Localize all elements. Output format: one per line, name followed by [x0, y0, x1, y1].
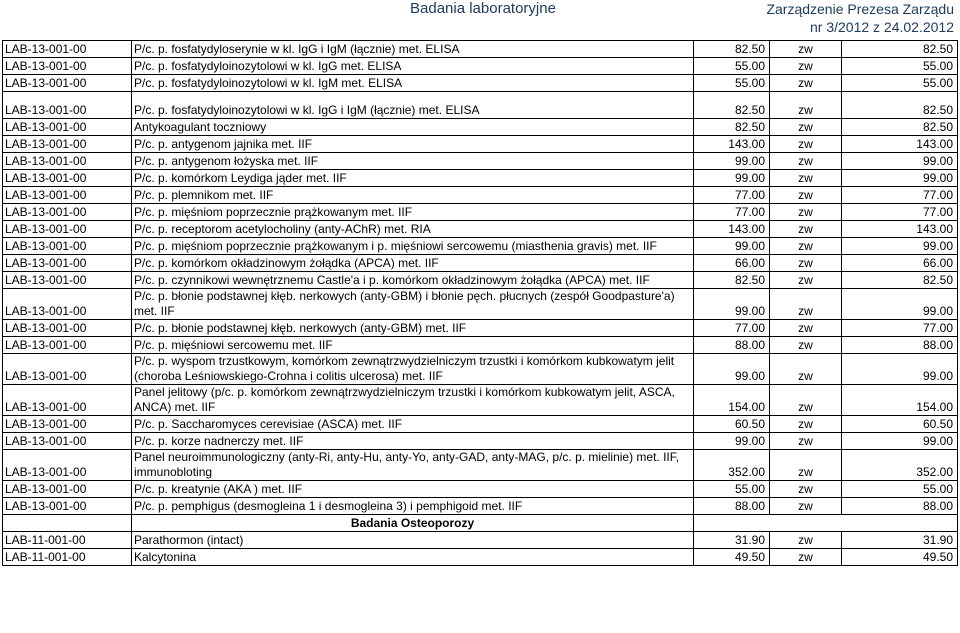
price-cell: 77.00: [694, 320, 770, 337]
code-cell: LAB-13-001-00: [3, 289, 132, 320]
test-name-cell: P/c. p. receptorom acetylocholiny (anty-AChR) met. RIA: [132, 221, 694, 238]
header-title: Badania laboratoryjne: [410, 0, 556, 17]
total-cell: 82.50: [842, 41, 958, 58]
test-name-cell: P/c. p. błonie podstawnej kłęb. nerkowych (anty-GBM) i błonie pęch. płucnych (zespół Goodpasture'a) met. IIF: [132, 289, 694, 320]
code-cell: LAB-13-001-00: [3, 385, 132, 416]
code-cell: LAB-13-001-00: [3, 136, 132, 153]
test-name-cell: P/c. p. korze nadnerczy met. IIF: [132, 433, 694, 450]
code-cell: LAB-13-001-00: [3, 221, 132, 238]
table-row: [3, 498, 958, 515]
code-cell: LAB-13-001-00: [3, 498, 132, 515]
total-cell: 77.00: [842, 320, 958, 337]
table-row: [3, 187, 958, 204]
total-cell: 55.00: [842, 75, 958, 92]
test-name-cell: P/c. p. fosfatydyloinozytolowi w kl. IgG i IgM (łącznie) met. ELISA: [132, 92, 694, 119]
test-name-cell: Kalcytonina: [132, 549, 694, 566]
test-name-cell: P/c. p. wyspom trzustkowym, komórkom zewnątrzwydzielniczym trzustki i komórkom kubkowatym jelit (choroba Leśniowskiego-Crohna i colitis ulcerosa) met. IIF: [132, 354, 694, 385]
test-name-cell: P/c. p. mięśniom poprzecznie prążkowanym met. IIF: [132, 204, 694, 221]
vat-cell: zw: [770, 255, 842, 272]
code-cell: LAB-13-001-00: [3, 255, 132, 272]
test-name-cell: P/c. p. antygenom łożyska met. IIF: [132, 153, 694, 170]
code-cell: LAB-13-001-00: [3, 450, 132, 481]
price-table: [2, 40, 958, 566]
total-cell: 82.50: [842, 119, 958, 136]
price-cell: 60.50: [694, 416, 770, 433]
price-cell: 352.00: [694, 450, 770, 481]
code-cell: LAB-13-001-00: [3, 187, 132, 204]
test-name-cell: P/c. p. fosfatydyloinozytolowi w kl. IgM met. ELISA: [132, 75, 694, 92]
table-row: [3, 221, 958, 238]
price-cell: 88.00: [694, 337, 770, 354]
table-row: [3, 92, 958, 119]
total-cell: 55.00: [842, 58, 958, 75]
table-row: [3, 255, 958, 272]
empty-cell: [3, 515, 132, 532]
code-cell: LAB-13-001-00: [3, 272, 132, 289]
code-cell: LAB-13-001-00: [3, 416, 132, 433]
code-cell: LAB-13-001-00: [3, 75, 132, 92]
price-cell: 49.50: [694, 549, 770, 566]
price-cell: 82.50: [694, 92, 770, 119]
test-name-cell: Parathormon (intact): [132, 532, 694, 549]
table-row: [3, 450, 958, 481]
code-cell: LAB-13-001-00: [3, 58, 132, 75]
price-cell: 99.00: [694, 170, 770, 187]
price-cell: 55.00: [694, 481, 770, 498]
test-name-cell: P/c. p. błonie podstawnej kłęb. nerkowych (anty-GBM) met. IIF: [132, 320, 694, 337]
test-name-cell: P/c. p. mięśniowi sercowemu met. IIF: [132, 337, 694, 354]
header-regulation-line2: nr 3/2012 z 24.02.2012: [809, 19, 954, 35]
test-name-cell: P/c. p. Saccharomyces cerevisiae (ASCA) met. IIF: [132, 416, 694, 433]
test-name-cell: P/c. p. komórkom okładzinowym żołądka (APCA) met. IIF: [132, 255, 694, 272]
price-cell: 99.00: [694, 354, 770, 385]
table-row: [3, 337, 958, 354]
code-cell: LAB-13-001-00: [3, 320, 132, 337]
price-cell: 99.00: [694, 153, 770, 170]
price-cell: 99.00: [694, 289, 770, 320]
price-cell: 88.00: [694, 498, 770, 515]
vat-cell: zw: [770, 238, 842, 255]
header-regulation-line1: Zarządzenie Prezesa Zarządu: [766, 1, 954, 17]
section-header-row: [3, 515, 958, 532]
price-cell: 154.00: [694, 385, 770, 416]
table-row: [3, 320, 958, 337]
price-cell: 143.00: [694, 221, 770, 238]
price-cell: 55.00: [694, 75, 770, 92]
total-cell: 55.00: [842, 481, 958, 498]
vat-cell: zw: [770, 119, 842, 136]
table-row: [3, 354, 958, 385]
vat-cell: zw: [770, 221, 842, 238]
test-name-cell: P/c. p. pemphigus (desmogleina 1 i desmogleina 3) i pemphigoid met. IIF: [132, 498, 694, 515]
vat-cell: zw: [770, 153, 842, 170]
total-cell: 77.00: [842, 187, 958, 204]
test-name-cell: Panel jelitowy (p/c. p. komórkom zewnątrzwydzielniczym trzustki i komórkom kubkowatym jelit, ASCA, ANCA) met. IIF: [132, 385, 694, 416]
code-cell: LAB-13-001-00: [3, 170, 132, 187]
vat-cell: zw: [770, 204, 842, 221]
code-cell: LAB-11-001-00: [3, 549, 132, 566]
price-cell: 77.00: [694, 187, 770, 204]
test-name-cell: P/c. p. komórkom Leydiga jąder met. IIF: [132, 170, 694, 187]
total-cell: 99.00: [842, 153, 958, 170]
price-cell: 82.50: [694, 41, 770, 58]
table-row: [3, 170, 958, 187]
table-row: [3, 153, 958, 170]
code-cell: LAB-13-001-00: [3, 337, 132, 354]
price-cell: 77.00: [694, 204, 770, 221]
table-row: [3, 272, 958, 289]
code-cell: LAB-13-001-00: [3, 433, 132, 450]
vat-cell: zw: [770, 58, 842, 75]
test-name-cell: P/c. p. fosfatydyloserynie w kl. IgG i IgM (łącznie) met. ELISA: [132, 41, 694, 58]
price-cell: 31.90: [694, 532, 770, 549]
table-row: [3, 136, 958, 153]
vat-cell: zw: [770, 433, 842, 450]
vat-cell: zw: [770, 385, 842, 416]
price-table-body: [3, 41, 958, 566]
total-cell: 143.00: [842, 136, 958, 153]
vat-cell: zw: [770, 75, 842, 92]
code-cell: LAB-13-001-00: [3, 119, 132, 136]
total-cell: 352.00: [842, 450, 958, 481]
table-row: [3, 58, 958, 75]
price-cell: 82.50: [694, 272, 770, 289]
code-cell: LAB-11-001-00: [3, 532, 132, 549]
vat-cell: zw: [770, 498, 842, 515]
table-row: [3, 204, 958, 221]
test-name-cell: Antykoagulant toczniowy: [132, 119, 694, 136]
code-cell: LAB-13-001-00: [3, 41, 132, 58]
code-cell: LAB-13-001-00: [3, 481, 132, 498]
test-name-cell: P/c. p. fosfatydyloinozytolowi w kl. IgG met. ELISA: [132, 58, 694, 75]
vat-cell: zw: [770, 41, 842, 58]
vat-cell: zw: [770, 289, 842, 320]
code-cell: LAB-13-001-00: [3, 204, 132, 221]
vat-cell: zw: [770, 450, 842, 481]
code-cell: LAB-13-001-00: [3, 153, 132, 170]
total-cell: 88.00: [842, 337, 958, 354]
test-name-cell: P/c. p. plemnikom met. IIF: [132, 187, 694, 204]
total-cell: 66.00: [842, 255, 958, 272]
table-row: [3, 41, 958, 58]
vat-cell: zw: [770, 187, 842, 204]
test-name-cell: Panel neuroimmunologiczny (anty-Ri, anty-Hu, anty-Yo, anty-GAD, anty-MAG, p/c. p. mielinie) met. IIF, immunobloting: [132, 450, 694, 481]
total-cell: 99.00: [842, 289, 958, 320]
code-cell: LAB-13-001-00: [3, 238, 132, 255]
code-cell: LAB-13-001-00: [3, 92, 132, 119]
total-cell: 88.00: [842, 498, 958, 515]
table-row: [3, 532, 958, 549]
total-cell: 99.00: [842, 238, 958, 255]
header-regulation: [766, 0, 954, 36]
total-cell: 99.00: [842, 170, 958, 187]
price-cell: 99.00: [694, 238, 770, 255]
price-cell: 55.00: [694, 58, 770, 75]
total-cell: 77.00: [842, 204, 958, 221]
vat-cell: zw: [770, 481, 842, 498]
vat-cell: zw: [770, 136, 842, 153]
vat-cell: zw: [770, 272, 842, 289]
empty-cell: [694, 515, 958, 532]
vat-cell: zw: [770, 320, 842, 337]
total-cell: 99.00: [842, 354, 958, 385]
price-cell: 143.00: [694, 136, 770, 153]
total-cell: 49.50: [842, 549, 958, 566]
test-name-cell: P/c. p. czynnikowi wewnętrznemu Castle'a i p. komórkom okładzinowym żołądka (APCA) met. IIF: [132, 272, 694, 289]
table-row: [3, 289, 958, 320]
total-cell: 154.00: [842, 385, 958, 416]
test-name-cell: P/c. p. antygenom jajnika met. IIF: [132, 136, 694, 153]
price-cell: 82.50: [694, 119, 770, 136]
vat-cell: zw: [770, 337, 842, 354]
total-cell: 143.00: [842, 221, 958, 238]
vat-cell: zw: [770, 354, 842, 385]
table-row: [3, 433, 958, 450]
table-row: [3, 238, 958, 255]
total-cell: 99.00: [842, 433, 958, 450]
section-title: Badania Osteoporozy: [132, 515, 694, 532]
table-row: [3, 385, 958, 416]
total-cell: 60.50: [842, 416, 958, 433]
table-row: [3, 549, 958, 566]
vat-cell: zw: [770, 92, 842, 119]
vat-cell: zw: [770, 549, 842, 566]
code-cell: LAB-13-001-00: [3, 354, 132, 385]
table-row: [3, 481, 958, 498]
test-name-cell: P/c. p. kreatynie (AKA ) met. IIF: [132, 481, 694, 498]
table-row: [3, 75, 958, 92]
total-cell: 82.50: [842, 92, 958, 119]
vat-cell: zw: [770, 532, 842, 549]
total-cell: 31.90: [842, 532, 958, 549]
vat-cell: zw: [770, 416, 842, 433]
test-name-cell: P/c. p. mięśniom poprzecznie prążkowanym i p. mięśniowi sercowemu (miasthenia gravis) met. IIF: [132, 238, 694, 255]
price-cell: 99.00: [694, 433, 770, 450]
table-row: [3, 416, 958, 433]
vat-cell: zw: [770, 170, 842, 187]
total-cell: 82.50: [842, 272, 958, 289]
price-cell: 66.00: [694, 255, 770, 272]
table-row: [3, 119, 958, 136]
